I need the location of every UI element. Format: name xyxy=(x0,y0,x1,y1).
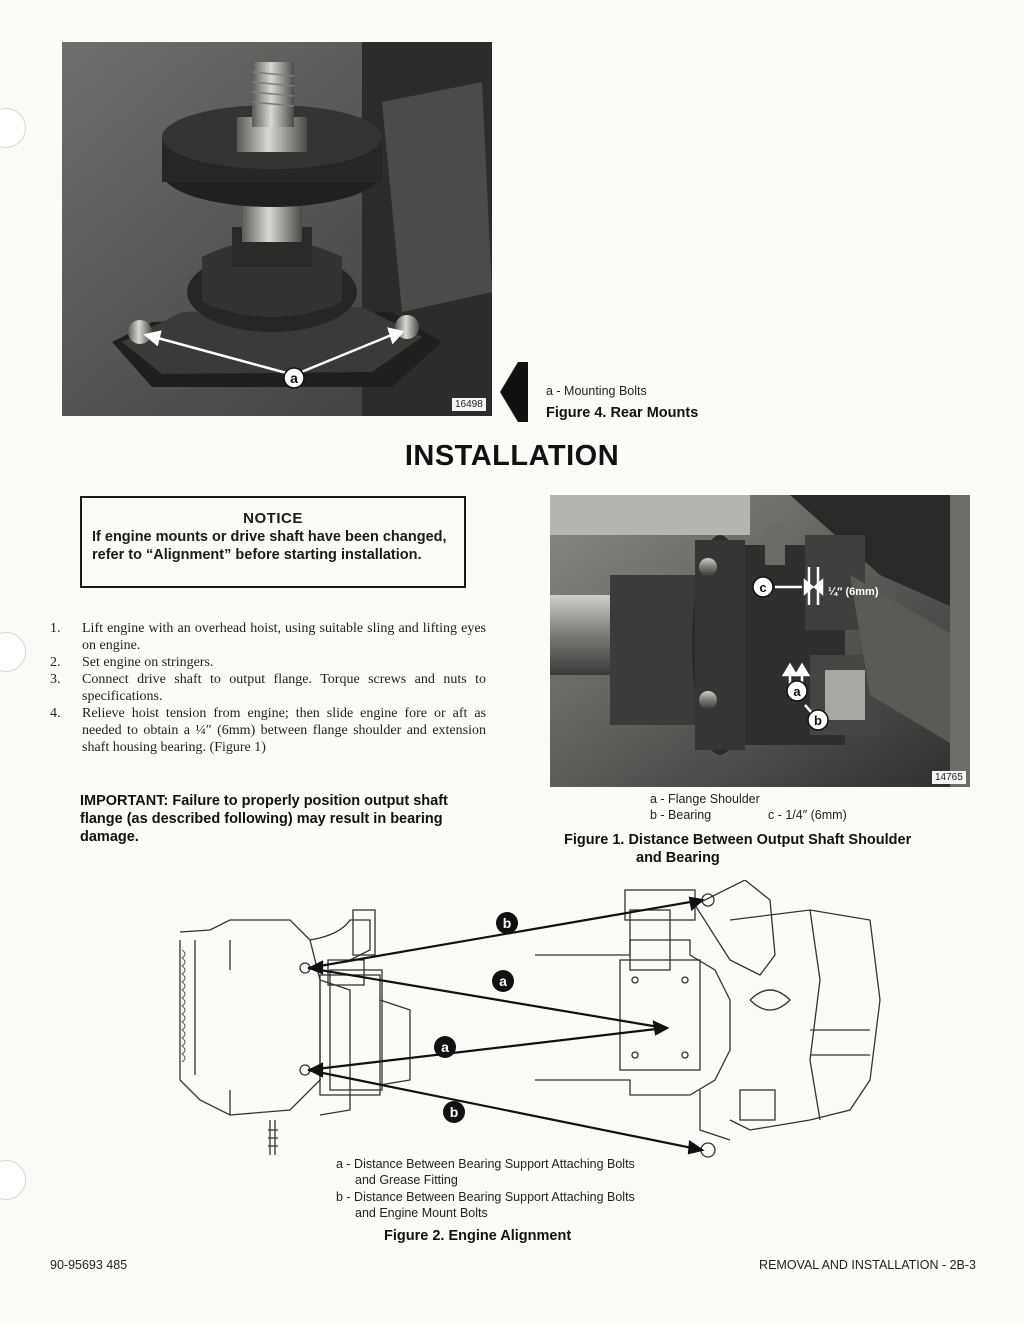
figure-2-drawing xyxy=(170,880,890,1165)
binder-hole-middle xyxy=(0,632,26,672)
fig2-legend-a-line1: a - Distance Between Bearing Support Attaching Bolts xyxy=(336,1157,635,1171)
footer-part-number: 90-95693 485 xyxy=(50,1258,128,1272)
step-item xyxy=(50,671,486,705)
footer-section-page: REMOVAL AND INSTALLATION - 2B-3 xyxy=(759,1258,976,1272)
figure-4-photo xyxy=(62,42,492,416)
fig1-callout-c: c xyxy=(759,580,767,595)
fig2-legend-b-line2: and Engine Mount Bolts xyxy=(355,1206,488,1220)
fig4-legend-a: a - Mounting Bolts xyxy=(546,384,647,398)
installation-steps xyxy=(50,620,486,756)
step-text: Relieve hoist tension from engine; then slide engine fore or aft as needed to obtain a ¼″ (6mm) between flange shoulder and extension shaft housing bearing. (Figure 1) xyxy=(82,706,486,755)
step-text: Connect drive shaft to output flange. Torque screws and nuts to specifications. xyxy=(82,672,486,704)
fig1-callout-b: b xyxy=(814,713,822,728)
fig2-callout-a-lower: a xyxy=(441,1039,449,1055)
fig4-photo-number: 16498 xyxy=(452,398,486,411)
fig1-callout-a: a xyxy=(793,684,801,699)
fig1-legend-b: b - Bearing xyxy=(650,808,712,822)
fig1-legend-c: c - 1/4″ (6mm) xyxy=(768,808,847,822)
notice-title: NOTICE xyxy=(243,510,303,527)
notice-body: If engine mounts or drive shaft have been changed, refer to “Alignment” before starting installation. xyxy=(92,529,447,563)
step-number: 4. xyxy=(50,706,61,721)
fig2-callout-b-lower: b xyxy=(449,1104,459,1120)
binder-hole-top xyxy=(0,108,26,148)
binder-hole-bottom xyxy=(0,1160,26,1200)
figure-1-photo xyxy=(550,495,970,787)
fig2-callout-b-upper: b xyxy=(502,915,512,931)
step-item xyxy=(50,705,486,756)
fig4-pointer-arrow xyxy=(498,360,530,424)
fig1-legend-a: a - Flange Shoulder xyxy=(650,792,760,806)
fig2-legend-a-line2: and Grease Fitting xyxy=(355,1173,458,1187)
step-text: Set engine on stringers. xyxy=(82,655,214,670)
fig4-callout-a: a xyxy=(290,370,298,386)
fig2-legend-b-line1: b - Distance Between Bearing Support Attaching Bolts xyxy=(336,1190,635,1204)
important-note: IMPORTANT: Failure to properly position output shaft flange (as described following) may result in bearing damage. xyxy=(80,793,448,845)
fig4-title: Figure 4. Rear Mounts xyxy=(546,405,699,421)
fig1-title-line1: Figure 1. Distance Between Output Shaft Shoulder xyxy=(564,832,912,848)
step-text: Lift engine with an overhead hoist, using suitable sling and lifting eyes on engine. xyxy=(82,621,486,653)
fig1-photo-label: ¼″ (6mm) xyxy=(828,586,879,598)
installation-heading: INSTALLATION xyxy=(404,440,620,472)
notice-box xyxy=(80,496,466,588)
step-number: 1. xyxy=(50,621,61,636)
step-item xyxy=(50,654,486,671)
step-item xyxy=(50,620,486,654)
fig1-photo-number: 14765 xyxy=(932,771,966,784)
step-number: 2. xyxy=(50,655,61,670)
fig2-callout-a-upper: a xyxy=(499,973,507,989)
fig2-title: Figure 2. Engine Alignment xyxy=(384,1228,572,1244)
step-number: 3. xyxy=(50,672,61,687)
fig1-title-line2: and Bearing xyxy=(636,850,720,866)
